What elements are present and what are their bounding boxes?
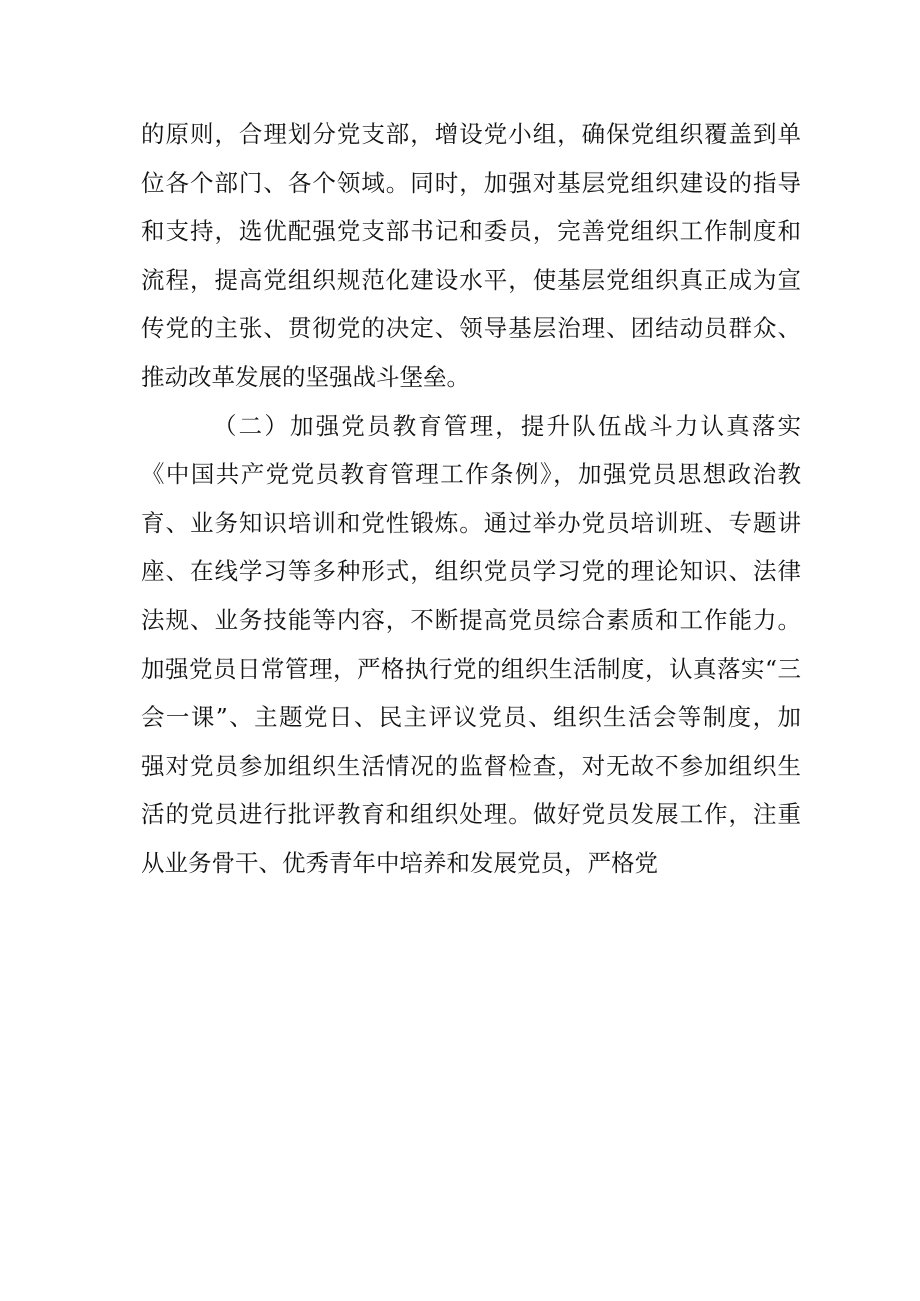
text-line: 位各个部门、各个领域。同时，加强对基层党组织建设的指导 [141, 168, 801, 197]
text-line: 活的党员进行批评教育和组织处理。做好党员发展工作，注重 [141, 800, 801, 829]
text-line: 传党的主张、贯彻党的决定、领导基层治理、团结动员群众、 [141, 314, 801, 343]
text-line: 和支持，选优配强党支部书记和委员，完善党组织工作制度和 [141, 217, 801, 246]
text-line: 《中国共产党党员教育管理工作条例》，加强党员思想政治教 [141, 460, 801, 489]
text-line: 推动改革发展的坚强战斗堡垒。 [141, 362, 470, 391]
text-line: 加强党员日常管理，严格执行党的组织生活制度，认真落实“三 [141, 654, 801, 683]
text-line: 流程，提高党组织规范化建设水平，使基层党组织真正成为宣 [141, 265, 801, 294]
text-line: 的原则，合理划分党支部，增设党小组，确保党组织覆盖到单 [141, 120, 801, 148]
body-text [141, 110, 801, 888]
section-heading: （二）加强党员教育管理，提升队伍战斗力认真落实 [213, 411, 801, 440]
text-line: 强对党员参加组织生活情况的监督检查，对无故不参加组织生 [141, 751, 801, 780]
text-line: 育、业务知识培训和党性锻炼。通过举办党员培训班、专题讲 [141, 508, 801, 537]
text-line: 座、在线学习等多种形式，组织党员学习党的理论知识、法律 [141, 557, 801, 586]
text-line: 法规、业务技能等内容，不断提高党员综合素质和工作能力。 [141, 605, 801, 634]
text-line: 会一课”、主题党日、民主评议党员、组织生活会等制度，加 [141, 703, 801, 732]
text-line: 从业务骨干、优秀青年中培养和发展党员，严格党 [141, 848, 658, 877]
